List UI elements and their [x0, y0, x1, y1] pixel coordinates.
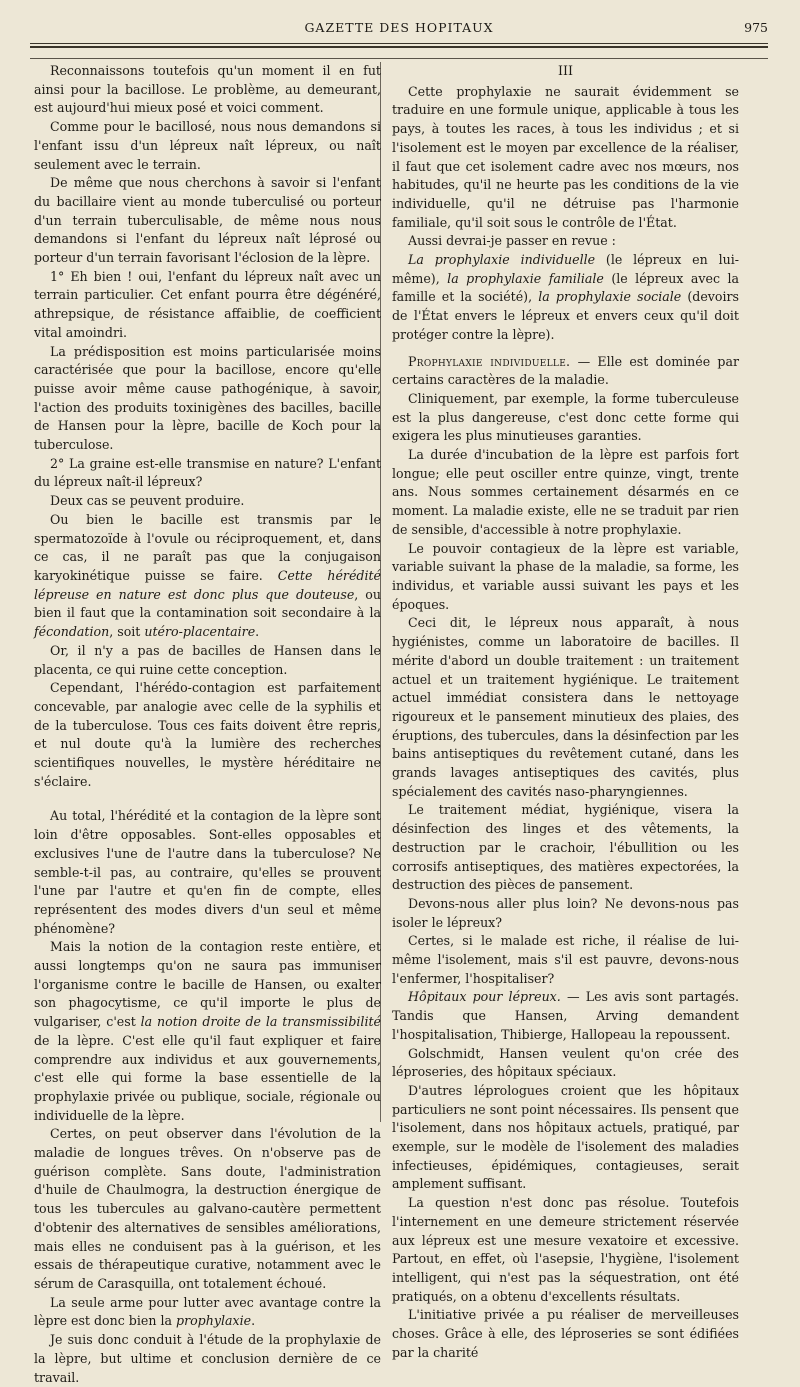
paragraph: Golschmidt, Hansen veulent qu'on crée des léproseries, des hôpitaux spéciaux.: [392, 1045, 739, 1080]
paragraph: Ceci dit, le lépreux nous apparaît, à nous hygiénistes, comme un laboratoire de bacilles. Il mérite d'abord un double traitement : un traitement actuel et un traitement hygiénique. Le traitement actuel immédiat consistera dans le nettoyage rigoureux et le pansement minutieux des plaies, des éruptions, des tubercules, dans la désinfection par les bains antiseptiques du revêtement cutané, dans les grands lavages antiseptiques des cavités, plus spécialement des cavités naso-pharyngiennes.: [392, 615, 739, 799]
paragraph: Or, il n'y a pas de bacilles de Hansen dans le placenta, ce qui ruine cette conception.: [34, 642, 381, 677]
paragraph: Aussi devrai-je passer en revue :: [408, 233, 616, 249]
paragraph: Le pouvoir contagieux de la lèpre est variable, variable suivant la phase de la maladie, sa forme, les individus, et variable aussi suivant les pays et les époques.: [392, 540, 739, 612]
paragraph: Certes, on peut observer dans l'évolution de la maladie de longues trêves. On n'observe pas de guérison complète. Sans doute, l'administration d'huile de Chaulmogra, la destruction énergique de tous les tubercules au galvano-cautère permettent d'obtenir des alternatives de sensibles améliorations, mais elles ne conduisent pas à la guérison, et les essais de thérapeutique curative, notamment avec le sérum de Carasquilla, ont totalement échoué.: [34, 1126, 381, 1291]
paragraph: [34, 1294, 381, 1331]
paragraph: Certes, si le malade est riche, il réalise de lui-même l'isolement, mais s'il est pauvre, devons-nous l'enfermer, l'hospitaliser?: [392, 933, 739, 986]
italic-run: La prophylaxie individuelle: [408, 252, 596, 268]
text-run: de la lèpre. C'est elle qu'il faut expliquer et faire comprendre aux individus et aux gouvernements, c'est elle qui forme la base essentielle de la prophylaxie privée ou publique, sociale, régionale ou individuelle de la lèpre.: [34, 1032, 381, 1123]
paragraph: Cliniquement, par exemple, la forme tuberculeuse est la plus dangereuse, c'est donc cette forme qui exigera les plus minutieuses garanties.: [392, 390, 739, 444]
page-number: 975: [744, 20, 768, 35]
text-run: , soit: [109, 624, 145, 640]
right-column: [392, 62, 739, 1363]
page-header: [30, 20, 768, 36]
paragraph: 2° La graine est-elle transmise en nature? L'enfant du lépreux naît-il lépreux?: [34, 455, 381, 490]
italic-run: Cette hérédité lépreuse en nature est donc plus que douteuse: [34, 567, 381, 602]
text-run: La seule arme pour lutter avec avantage contre la lèpre est donc bien la: [34, 1294, 381, 1329]
text-run: Mais la notion de la contagion reste entière, et aussi longtemps qu'on ne saura pas immuniser l'organisme contre le bacille de Hansen, ou exalter son phagocytisme, ce qu'il importe le plus de vulgariser, c'est: [34, 939, 381, 1030]
paragraph: Cette prophylaxie ne saurait évidemment se traduire en une formule unique, applicable à tous les pays, à toutes les races, à tous les individus ; et si l'isolement est le moyen par excellence de la réaliser, il faut que cet isolement cadre avec nos mœurs, nos habitudes, qu'il ne heurte pas les conditions de la vie individuelle, qu'il ne détruise pas l'harmonie familiale, qu'il soit sous le contrôle de l'État.: [392, 83, 739, 230]
text-run: .: [255, 624, 260, 640]
italic-run: la prophylaxie familiale: [447, 270, 604, 286]
text-run: Ou bien le bacille est transmis par le spermatozoïde à l'ovule ou réciproquement, et, dans ce cas, il ne paraît pas que la conjugaison karyokinétique puisse se faire.: [34, 511, 381, 583]
text-run: .: [251, 1313, 256, 1329]
paragraph: De même que nous cherchons à savoir si l'enfant du bacillaire vient au monde tuberculisé ou porteur d'un terrain tuberculisable, de même nous nous demandons si l'enfant du lépreux naît léprosé ou porteur d'un terrain favorisant l'éclosion de la lèpre.: [34, 175, 381, 266]
paragraph: [34, 511, 381, 642]
paragraph: 1° Eh bien ! oui, l'enfant du lépreux naît avec un terrain particulier. Cet enfant pourra être dégénéré, athrepsique, de résistance affaiblie, de coefficient vital amoindri.: [34, 268, 381, 340]
paragraph: Je suis donc conduit à l'étude de la prophylaxie de la lèpre, but ultime et conclusion dernière de ce travail.: [34, 1332, 381, 1385]
journal-title: GAZETTE DES HOPITAUX: [304, 20, 494, 35]
italic-run: la prophylaxie sociale: [538, 289, 682, 305]
subsection-heading: Prophylaxie individuelle.: [408, 353, 571, 369]
header-rule-bottom: [30, 58, 768, 59]
paragraph: Comme pour le bacillosé, nous nous demandons si l'enfant issu d'un lépreux naît lépreux, ou naît seulement avec le terrain.: [34, 119, 381, 172]
left-column: [34, 62, 381, 1387]
paragraph: [392, 988, 739, 1044]
italic-run: fécondation: [34, 624, 110, 640]
text-run: — Les avis sont partagés. Tandis que Hansen, Arving demandent l'hospitalisation, Thibierge, Hallopeau la repoussent.: [392, 989, 740, 1042]
paragraph: D'autres léprologues croient que les hôpitaux particuliers ne sont point nécessaires. Ils pensent que l'isolement, dans nos hôpitaux actuels, pratiqué, par exemple, sur le modèle de l'isolement des maladies infectieuses, épidémiques, contagieuses, serait amplement suffisant.: [392, 1082, 739, 1192]
text-run: (le lépreux avec la famille et la société),: [392, 270, 739, 305]
paragraph: Deux cas se peuvent produire.: [50, 493, 245, 509]
paragraph: [392, 251, 739, 345]
text-run: , ou bien il faut que la contamination soit secondaire à la: [34, 586, 382, 621]
paragraph: [34, 938, 381, 1125]
paragraph: Reconnaissons toutefois qu'un moment il en fut ainsi pour la bacillose. Le problème, au demeurant, est aujourd'hui mieux posé et voici comment.: [34, 63, 381, 116]
italic-run: utéro-placentaire: [144, 624, 256, 640]
italic-run: Hôpitaux pour lépreux.: [408, 989, 561, 1005]
paragraph: Devons-nous aller plus loin? Ne devons-nous pas isoler le lépreux?: [392, 895, 739, 930]
italic-run: la notion droite de la transmissibilité: [140, 1014, 381, 1030]
text-run: (le lépreux en lui-même),: [392, 252, 739, 286]
paragraph: L'initiative privée a pu réaliser de merveilleuses choses. Grâce à elle, des léproseries se sont édifiées par la charité: [392, 1307, 739, 1360]
paragraph: Le traitement médiat, hygiénique, visera la désinfection des linges et des vêtements, la destruction par le crachoir, l'ébullition ou les corrosifs antiseptiques, des matières expectorées, la destruction des pièces de pansement.: [392, 802, 739, 893]
paragraph: La prédisposition est moins particularisée moins caractérisée que pour la bacillose, encore qu'elle puisse avoir même cause pathogénique, à savoir, l'action des produits toxinigènes des bacilles, bacille de Hansen pour la lèpre, bacille de Koch pour la tuberculose.: [34, 343, 381, 453]
paragraph: La durée d'incubation de la lèpre est parfois fort longue; elle peut osciller entre quinze, vingt, trente ans. Nous sommes certainement désarmés en ce moment. La maladie existe, elle ne se traduit par rien de sensible, d'accessible à notre prophylaxie.: [392, 447, 739, 537]
paragraph: [392, 353, 739, 390]
paragraph: La question n'est donc pas résolue. Toutefois l'internement en une demeure strictement réservée aux lépreux est une mesure vexatoire et excessive. Partout, en effet, où l'asepsie, l'hygiène, l'isolement intelligent, qui n'est pas la séquestration, ont été pratiqués, on a obtenu d'excellents résultats.: [392, 1195, 739, 1304]
section-number: III: [558, 63, 573, 78]
paragraph: Au total, l'hérédité et la contagion de la lèpre sont loin d'être opposables. Sont-elles opposables et exclusives l'une de l'autre dans la tuberculose? Ne semble-t-il pas, au contraire, qu'elles se prouvent l'une par l'autre et qu'en fin de compte, elles représentent des modes divers d'un seul et même phénomène?: [34, 808, 381, 936]
header-rule-thick: [30, 46, 768, 48]
text-run: (devoirs de l'État envers le lépreux et envers ceux qu'il doit protéger contre la lèpre).: [392, 289, 739, 342]
italic-run: prophylaxie: [176, 1313, 252, 1329]
header-rule-thin: [30, 43, 768, 44]
text-run: — Elle est dominée par certains caractères de la maladie.: [392, 353, 740, 388]
paragraph: Cependant, l'hérédo-contagion est parfaitement concevable, par analogie avec celle de la syphilis et de la tuberculose. Tous ces faits doivent être repris, et nul doute qu'à la lumière des recherches scientifiques nouvelles, le mystère héréditaire ne s'éclaire.: [34, 680, 381, 789]
